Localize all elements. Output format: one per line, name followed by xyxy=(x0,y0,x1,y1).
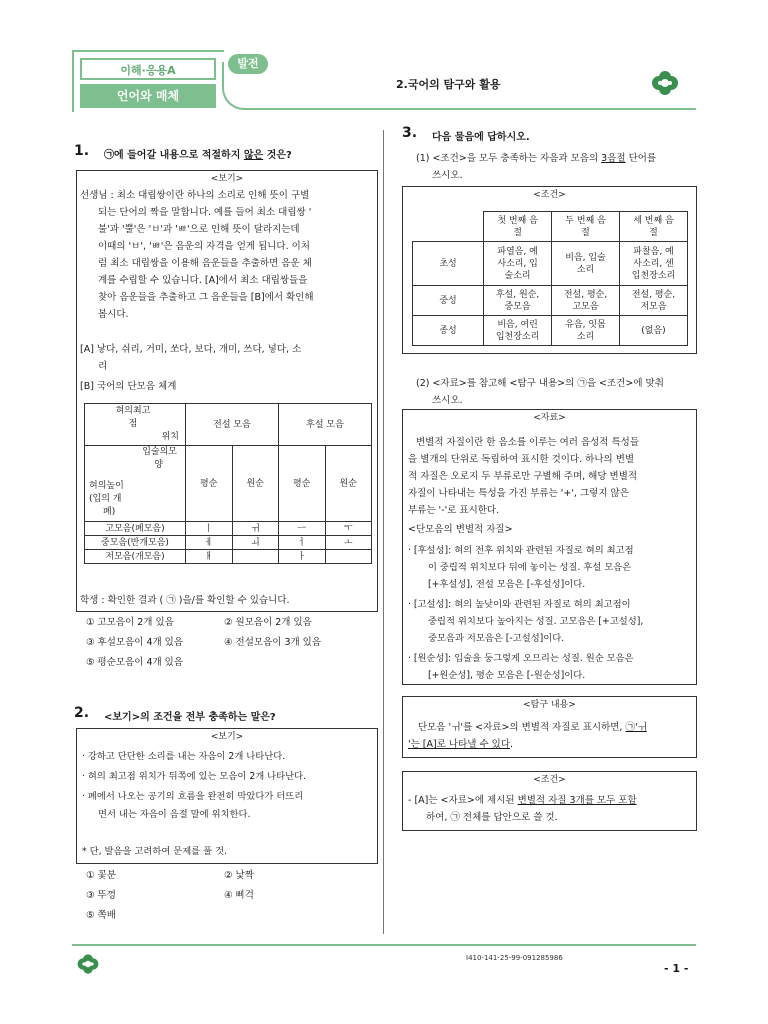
c: 저모음 xyxy=(640,301,667,312)
q3-prompt: 다음 물음에 답하시오. xyxy=(432,132,530,143)
q2-option-2[interactable]: ② 낯짝 xyxy=(224,870,254,881)
q2-number: 2. xyxy=(74,705,90,721)
q3-inquiry-title: <탐구 내용> xyxy=(523,700,576,710)
q2-box-title: <보기> xyxy=(210,732,244,742)
row-label: 저모음(개모음) xyxy=(85,550,186,564)
q2-prompt: <보기>의 조건을 전부 충족하는 말은? xyxy=(104,712,276,723)
vowel-cell: ㅜ xyxy=(325,522,372,536)
c: 파열음, 예 xyxy=(497,246,538,257)
cond-header-3 xyxy=(620,212,688,242)
h3b: 절 xyxy=(649,227,658,238)
row-label: 중모음(반개모음) xyxy=(85,536,186,550)
cond-row-label: 중성 xyxy=(413,286,484,316)
footer-logo-icon xyxy=(76,952,100,976)
c: 전설, 평순, xyxy=(631,289,676,300)
sub-front-round: 원순 xyxy=(232,446,279,522)
c: 전설, 평순, xyxy=(563,289,608,300)
q3-data-para-2: 적 자질은 오로지 두 부류로만 구별해 주며, 해당 변별적 xyxy=(408,471,638,482)
cond-header-2 xyxy=(552,212,620,242)
vowel-table-back: 후설 모음 xyxy=(279,404,372,446)
diag-top-0: 혀의최고 xyxy=(115,406,151,416)
q3-sub1 xyxy=(416,150,656,167)
header-curve xyxy=(222,62,262,110)
q3-cond2-line1 xyxy=(408,792,637,809)
row-label: 고모음(폐모음) xyxy=(85,522,186,536)
sub-back-round: 원순 xyxy=(325,446,372,522)
h1b: 절 xyxy=(513,227,522,238)
cond-row-label: 종성 xyxy=(413,316,484,346)
height-label-0: 혀의높이 xyxy=(89,481,124,491)
inq-end: . xyxy=(510,739,514,750)
c: 후설, 원순, xyxy=(495,289,540,300)
q1-box-title: <보기> xyxy=(210,174,244,184)
vowel-row-high xyxy=(85,522,372,536)
sub-back-flat: 평순 xyxy=(279,446,326,522)
q1-prompt-b: 것은? xyxy=(263,150,292,161)
vowel-table-diag-bottom xyxy=(85,446,186,522)
vowel-cell: ㅐ xyxy=(186,550,233,564)
q3-data-title: <자료> xyxy=(533,413,566,423)
q3-item-2-a: · [원순성]: 입술을 둥그렇게 오므리는 성질. 원순 모음은 xyxy=(408,653,634,664)
inq-a: 단모음 'ㅟ'를 <자료>의 변별적 자질로 표시하면, xyxy=(418,722,626,733)
badge-advanced: 발전 xyxy=(228,54,268,74)
inq-u2: '는 [A]로 나타낼 수 있다 xyxy=(408,739,511,750)
height-label-2: 폐) xyxy=(103,507,116,517)
q3-data-para-4: 부류는 '-'로 표시한다. xyxy=(408,505,500,516)
cond-row-onset xyxy=(413,242,688,286)
header-tag-apply: 이해·응용A xyxy=(80,58,216,80)
q1-prompt-a: ㉠에 들어갈 내용으로 적절하지 xyxy=(104,150,244,161)
header xyxy=(0,0,768,120)
q1-teacher-line-5: 계를 수립할 수 있습니다. [A]에서 최소 대립쌍들을 xyxy=(98,275,308,286)
cond-cell xyxy=(552,242,620,286)
q1-prompt-underline: 않은 xyxy=(243,150,264,161)
vowel-cell: ㅚ xyxy=(232,536,279,550)
q2-condition-3: 면서 내는 자음이 음절 말에 위치한다. xyxy=(98,809,251,820)
c: 고모음 xyxy=(572,301,599,312)
footer-rule xyxy=(72,944,696,946)
page-number: - 1 - xyxy=(664,962,689,975)
cond-cell xyxy=(552,286,620,316)
q3-data-para-3: 자질이 나타내는 특성을 가진 부류는 '+', 그렇지 않은 xyxy=(408,488,629,499)
cond-cell xyxy=(484,316,552,346)
cond-cell xyxy=(620,316,688,346)
vowel-table-diag-top xyxy=(85,404,186,446)
c: 입천장소리 xyxy=(631,270,676,281)
q2-option-3[interactable]: ③ 뚜껑 xyxy=(86,890,116,901)
q3-item-0-b: 이 중립적 위치보다 뒤에 놓이는 성질. 후설 모음은 xyxy=(428,562,632,573)
vowel-cell xyxy=(232,550,279,564)
logo-icon xyxy=(650,68,680,98)
vowel-cell: ㅔ xyxy=(186,536,233,550)
header-tag-subject: 언어와 매체 xyxy=(80,84,216,108)
q3-item-0-a: · [후설성]: 혀의 전후 위치와 관련된 자질로 혀의 최고점 xyxy=(408,545,634,556)
q1-teacher-line-6: 찾아 음운들을 추출하고 그 음운들을 [B]에서 확인해 xyxy=(98,292,314,303)
q3-data-sub: <단모음의 변별적 자질> xyxy=(408,524,513,535)
lip-label-0: 입술의모 xyxy=(142,447,177,457)
q1-teacher-line-2: 불'과 '뿔'은 'ㅂ'과 'ㅃ'으로 인해 뜻이 달라지는데 xyxy=(98,224,300,235)
c: 입천장소리 xyxy=(495,331,540,342)
q2-option-4[interactable]: ④ 삐걱 xyxy=(224,890,254,901)
c: 사소리, 입 xyxy=(497,258,538,269)
cond-cell xyxy=(620,286,688,316)
q1-option-1[interactable]: ① 고모음이 2개 있음 xyxy=(86,617,174,628)
c: 소리 xyxy=(576,331,595,342)
vowel-cell: ㅗ xyxy=(325,536,372,550)
diag-top-1: 점 xyxy=(128,419,138,429)
q2-note: * 단, 발음을 고려하여 문제를 풀 것. xyxy=(82,846,228,857)
cond-cell xyxy=(620,242,688,286)
q1-teacher-line-4: 럼 최소 대립쌍을 이용해 음운들을 추출하면 음운 체 xyxy=(98,258,312,269)
q1-number: 1. xyxy=(74,143,90,159)
q2-condition-1: · 혀의 최고점 위치가 뒤쪽에 있는 모음이 2개 나타난다. xyxy=(82,771,307,782)
c: 파찰음, 예 xyxy=(633,246,674,257)
cond-cell xyxy=(484,286,552,316)
q1-option-4[interactable]: ④ 전설모음이 3개 있음 xyxy=(224,637,322,648)
footer-code: I410-141-25-99-091285986 xyxy=(466,954,563,962)
vowel-cell: ㅓ xyxy=(279,536,326,550)
q1-prompt xyxy=(104,146,292,161)
cond2-a: - [A]는 <자료>에 제시된 xyxy=(408,795,518,806)
q1-teacher-line-7: 봅시다. xyxy=(98,309,129,320)
q3-data-para-0: 변별적 자질이란 한 음소를 이루는 여러 음성적 특성들 xyxy=(416,437,640,448)
q1-option-5[interactable]: ⑤ 평순모음이 4개 있음 xyxy=(86,657,184,668)
cond-row-coda xyxy=(413,316,688,346)
q1-a-line2: 리 xyxy=(98,361,108,372)
vowel-table-front: 전설 모음 xyxy=(186,404,279,446)
q3-sub2-b: 쓰시오. xyxy=(432,395,463,406)
lip-label-1: 양 xyxy=(154,460,163,470)
vowel-cell: ㅡ xyxy=(279,522,326,536)
q2-option-1[interactable]: ① 꽃분 xyxy=(86,870,116,881)
q3-number: 3. xyxy=(402,125,418,141)
height-label-1: (입의 개 xyxy=(89,494,122,504)
vowel-row-low xyxy=(85,550,372,564)
q1-option-2[interactable]: ② 원모음이 2개 있음 xyxy=(224,617,312,628)
q1-teacher-line-1: 되는 단어의 짝을 말합니다. 예를 들어 최소 대립쌍 ' xyxy=(98,207,312,218)
q3-item-1-a: · [고설성]: 혀의 높낮이와 관련된 자질로 혀의 최고점이 xyxy=(408,599,631,610)
h1a: 첫 번째 음 xyxy=(497,215,538,226)
chapter-title: 2.국어의 탐구와 활용 xyxy=(396,78,501,91)
q1-teacher-line-0: 선생님 : 최소 대립쌍이란 하나의 소리로 인해 뜻이 구별 xyxy=(80,190,310,201)
cond-header-1 xyxy=(484,212,552,242)
c: 유음, 잇몸 xyxy=(565,319,606,330)
h2a: 두 번째 음 xyxy=(565,215,606,226)
vowel-cell: ㅟ xyxy=(232,522,279,536)
c: 비음, 입술 xyxy=(565,252,606,263)
q3-sub2-a: (2) <자료>를 참고해 <탐구 내용>의 ㉠을 <조건>에 맞춰 xyxy=(416,378,664,389)
c: 사소리, 센 xyxy=(633,258,674,269)
header-rule xyxy=(260,108,696,110)
q3-sub1-underline: 3음절 xyxy=(601,153,626,164)
q3-cond2-title: <조건> xyxy=(533,775,566,785)
vowel-row-mid xyxy=(85,536,372,550)
c: (없음) xyxy=(641,325,666,336)
sub-front-flat: 평순 xyxy=(186,446,233,522)
diag-top-2: 위치 xyxy=(161,432,179,442)
vowel-cell xyxy=(325,550,372,564)
vowel-cell: ㅣ xyxy=(186,522,233,536)
cond-cell xyxy=(552,316,620,346)
column-divider xyxy=(383,130,384,934)
q3-cond-title: <조건> xyxy=(533,190,566,200)
vowel-cell: ㅏ xyxy=(279,550,326,564)
q2-condition-0: · 강하고 단단한 소리를 내는 자음이 2개 나타난다. xyxy=(82,751,286,762)
q1-a-line1: [A] 낳다, 쉬리, 거미, 쏘다, 보다, 개미, 쓰다, 넣다, 소 xyxy=(80,344,302,355)
q3-item-1-b: 중립적 위치보다 높아지는 성질. 고모음은 [+고설성], xyxy=(428,616,644,627)
q1-teacher-line-3: 이때의 'ㅂ', 'ㅃ'은 음운의 자격을 얻게 됩니다. 이처 xyxy=(98,241,310,252)
q3-inquiry-line1 xyxy=(418,719,647,736)
q2-condition-2: · 폐에서 나오는 공기의 흐름을 완전히 막았다가 터뜨리 xyxy=(82,791,304,802)
q3-data-para-1: 을 별개의 단위로 독립하여 표시한 것이다. 하나의 변별 xyxy=(408,454,635,465)
cond-cell xyxy=(484,242,552,286)
q3-sub1-c: 쓰시오. xyxy=(432,170,463,181)
cond-row-label: 초성 xyxy=(413,242,484,286)
q2-option-5[interactable]: ⑤ 쪽배 xyxy=(86,910,116,921)
q3-item-0-c: [+후설성], 전설 모음은 [-후설성]이다. xyxy=(428,579,586,590)
q3-cond2-line2: 하여, ㉠ 전체를 답안으로 쓸 것. xyxy=(426,812,558,823)
inq-u1: ㉠'ㅟ xyxy=(625,722,647,733)
c: 비음, 여린 xyxy=(497,319,538,330)
q1-b-line: [B] 국어의 단모음 체계 xyxy=(80,381,177,392)
c: 소리 xyxy=(576,264,595,275)
q3-sub1-b: 단어를 xyxy=(625,153,657,164)
cond-row-nucleus xyxy=(413,286,688,316)
cond2-u: 변별적 자질 3개를 모두 포함 xyxy=(517,795,637,806)
q3-sub1-a: (1) <조건>을 모두 충족하는 자음과 모음의 xyxy=(416,153,602,164)
cond-table-corner xyxy=(413,212,484,242)
q1-student: 학생 : 확인한 결과 ( ㉠ )을/를 확인할 수 있습니다. xyxy=(80,595,290,606)
h2b: 절 xyxy=(581,227,590,238)
q3-item-1-c: 중모음과 저모음은 [-고설성]이다. xyxy=(428,633,565,644)
vowel-table xyxy=(84,403,372,564)
q3-inquiry-line2 xyxy=(408,736,513,753)
c: 중모음 xyxy=(504,301,531,312)
h3a: 세 번째 음 xyxy=(633,215,674,226)
q3-item-2-b: [+원순성], 평순 모음은 [-원순성]이다. xyxy=(428,670,586,681)
q1-option-3[interactable]: ③ 후설모음이 4개 있음 xyxy=(86,637,184,648)
cond-table xyxy=(412,211,688,346)
c: 술소리 xyxy=(504,270,531,281)
